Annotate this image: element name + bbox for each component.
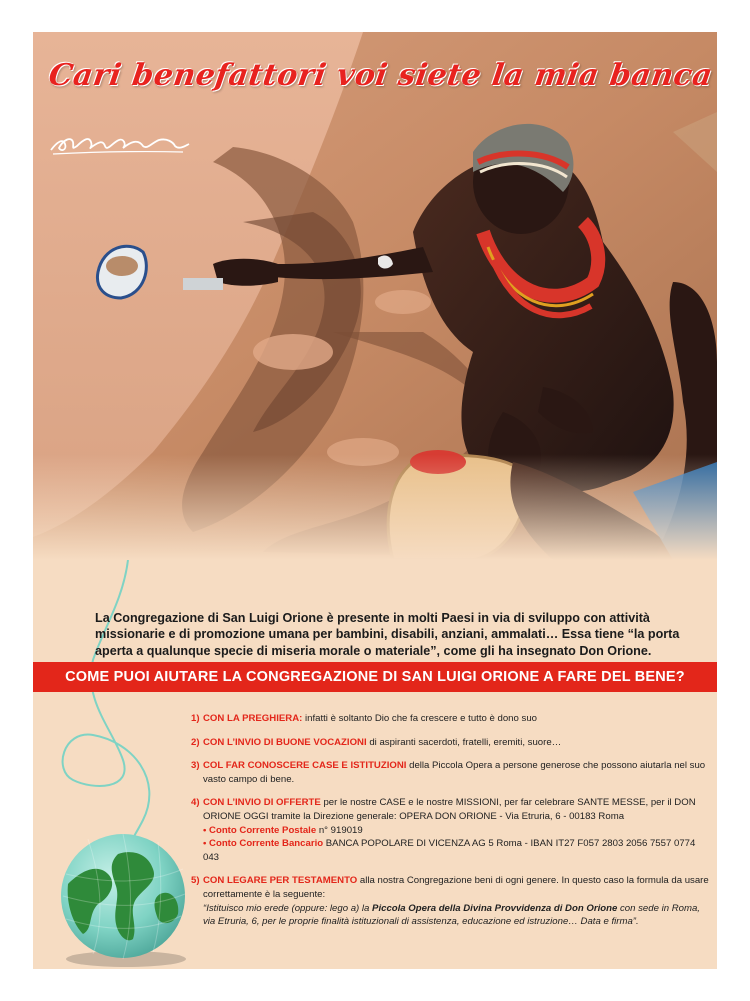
bank-account-value: BANCA POPOLARE DI VICENZA AG 5 Roma - IBAN IT27 F057 2803 2056 7557 0774 043 — [203, 838, 696, 863]
list-item — [191, 736, 711, 750]
intro-paragraph: La Congregazione di San Luigi Orione è presente in molti Paesi in via di sviluppo con attività missionarie e di promozione umana per bambini, disabili, anziani, ammalati… Essa tiene “la porta aperta a qualunque specie di miseria morale o materiale”, come gli ha insegnato Don Orione. — [95, 610, 680, 658]
testament-formula — [203, 902, 711, 929]
item-number: 4) — [191, 797, 200, 809]
item-text: per le nostre CASE e le nostre MISSIONI, per far celebrare SANTE MESSE, per il DON ORIONE OGGI tramite la Direzione generale: OPERA DON ORIONE - Via Etruria, 6 - 00183 Roma — [203, 797, 696, 822]
list-item — [191, 796, 711, 864]
headline-title: Cari benefattori voi siete la mia banca — [46, 58, 715, 93]
item-text: di aspiranti sacerdoti, fratelli, eremiti, suore… — [369, 736, 562, 748]
cover-photo — [33, 32, 717, 560]
postal-account-value: n° 919019 — [318, 824, 363, 836]
help-list — [191, 712, 711, 939]
item-keyword: COL FAR CONOSCERE CASE E ISTITUZIONI — [203, 760, 407, 772]
item-text: della Piccola Opera a persone generose che possono aiutarla nel suo vasto campo di bene. — [203, 760, 706, 785]
list-item — [191, 759, 711, 786]
formula-beneficiary: Piccola Opera della Divina Provvidenza di Don Orione — [372, 902, 618, 914]
item-number: 2) — [191, 736, 200, 748]
formula-rest: con sede in Roma, via Etruria, 6, per le proprie finalità istituzionali di assistenza, educazione ed istruzione… Data e firma”. — [203, 902, 700, 928]
bank-account — [203, 837, 711, 864]
list-item — [191, 712, 711, 726]
signature — [43, 122, 193, 162]
item-number: 3) — [191, 760, 200, 772]
list-item — [191, 874, 711, 928]
item-number: 5) — [191, 875, 200, 887]
item-text: infatti è soltanto Dio che fa crescere e tutto è dono suo — [305, 713, 537, 724]
item-keyword: CON LA PREGHIERA: — [203, 713, 303, 724]
bank-account-label: • Conto Corrente Bancario — [203, 838, 324, 850]
postal-account-label: • Conto Corrente Postale — [203, 824, 317, 836]
item-keyword: CON LEGARE PER TESTAMENTO — [203, 875, 358, 887]
postal-account — [203, 824, 711, 838]
item-text: alla nostra Congregazione beni di ogni genere. In questo caso la formula da usare correttamente è la seguente: — [203, 875, 709, 900]
help-banner: COME PUOI AIUTARE LA CONGREGAZIONE DI SAN LUIGI ORIONE A FARE DEL BENE? — [33, 662, 717, 692]
yarn-thread — [33, 560, 213, 860]
item-keyword: CON L’INVIO DI BUONE VOCAZIONI — [203, 736, 367, 748]
item-keyword: CON L’INVIO DI OFFERTE — [203, 797, 321, 809]
globe-yarn-ball-icon — [48, 824, 198, 969]
flyer-page — [33, 32, 717, 969]
formula-intro: “Istituisco mio erede (oppure: lego a) la — [203, 902, 370, 914]
item-number: 1) — [191, 713, 200, 724]
